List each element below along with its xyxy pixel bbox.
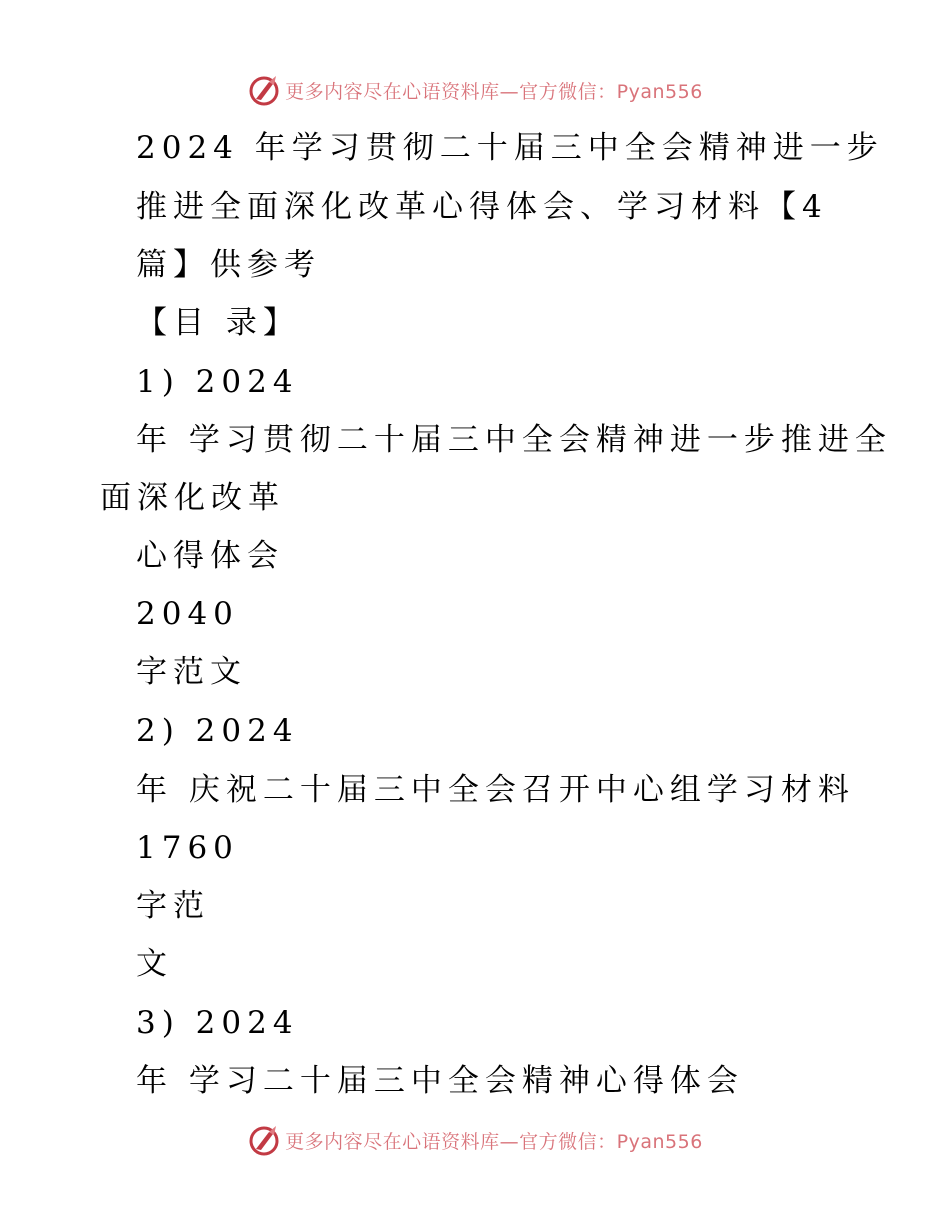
toc-line: 字范文 xyxy=(136,654,247,690)
quill-seal-icon xyxy=(247,73,281,107)
toc-line: 1760 xyxy=(136,830,239,866)
toc-line: 2040 xyxy=(136,596,239,632)
toc-line: 面深化改革 xyxy=(100,480,285,516)
toc-line: 3) 2024 xyxy=(136,1005,299,1041)
toc-line: 2) 2024 xyxy=(136,713,299,749)
toc-line: 字范 xyxy=(136,888,210,924)
watermark-text: 更多内容尽在心语资料库—官方微信：Pyan556 xyxy=(285,80,703,103)
watermark-text: 更多内容尽在心语资料库—官方微信：Pyan556 xyxy=(285,1130,703,1153)
document-title-line-3: 篇】供参考 xyxy=(136,247,321,283)
header-watermark xyxy=(0,70,950,110)
toc-heading: 【目 录】 xyxy=(136,305,300,341)
document-title-line-2: 推进全面深化改革心得体会、学习材料【4 xyxy=(136,189,828,225)
footer-watermark xyxy=(0,1120,950,1160)
toc-line: 年 学习二十届三中全会精神心得体会 xyxy=(136,1063,744,1099)
toc-line: 1) 2024 xyxy=(136,364,299,400)
toc-line: 文 xyxy=(136,946,173,982)
toc-line: 年 庆祝二十届三中全会召开中心组学习材料 xyxy=(136,772,855,808)
quill-seal-icon xyxy=(247,1123,281,1157)
toc-line: 心得体会 xyxy=(136,538,284,574)
document-title-line-1: 2024 年学习贯彻二十届三中全会精神进一步 xyxy=(136,130,884,166)
toc-line: 年 学习贯彻二十届三中全会精神进一步推进全 xyxy=(136,422,892,458)
